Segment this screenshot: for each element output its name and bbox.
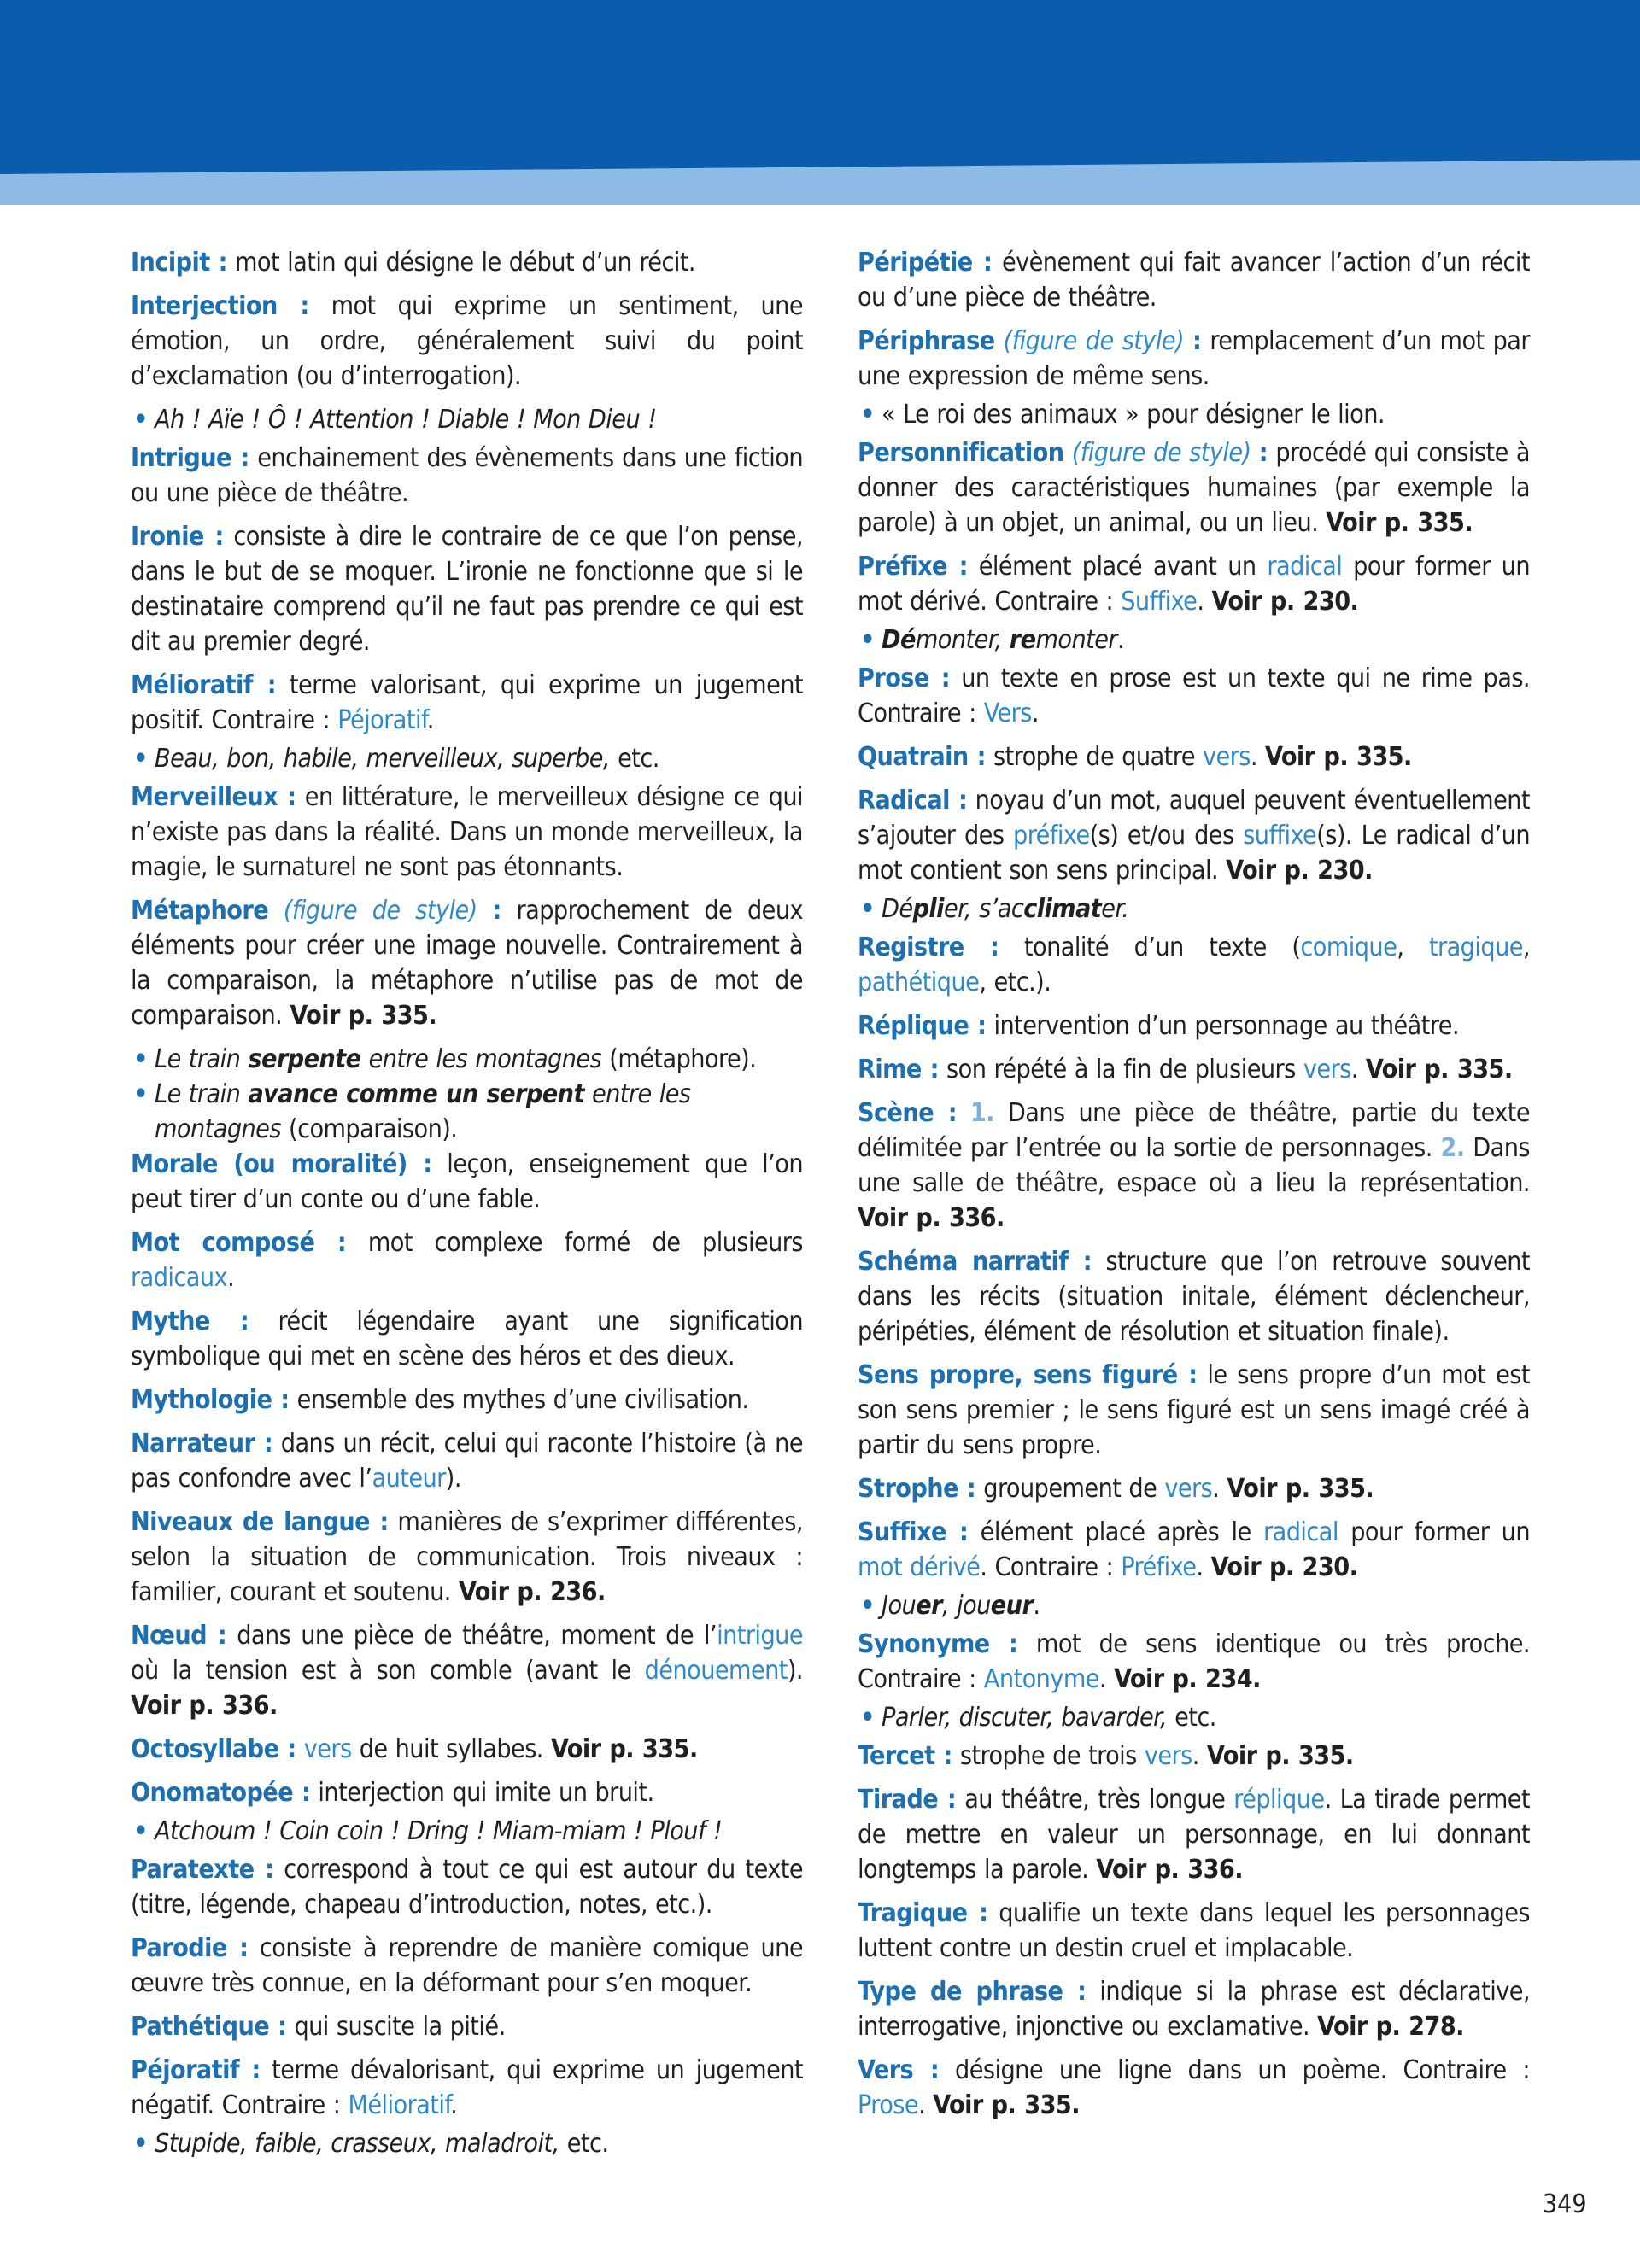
cross-reference-link[interactable]: dénouement (644, 1656, 788, 1686)
cross-reference-link[interactable]: tragique (1428, 932, 1523, 962)
term: Ironie : (131, 522, 224, 552)
cross-reference-link[interactable]: Préfixe (1121, 1552, 1197, 1582)
definition: tonalité d’un texte ( (999, 932, 1301, 962)
example-text: Le train (155, 1079, 249, 1109)
example-amelioratif (131, 741, 803, 776)
term: Péripétie : (858, 248, 993, 278)
definition: en littérature, le merveilleux désigne ce qui n’existe pas dans la réalité. Dans un monde merveilleux, la magie, le surnaturel ne sont pas étonnants. (131, 782, 803, 882)
glossary-entry-strophe (858, 1471, 1530, 1506)
page-reference: Voir p. 335. (1265, 742, 1412, 772)
definition: indique si la phrase est déclarative, interrogative, injonctive ou exclamative. (858, 1977, 1530, 2042)
glossary-entry-replique (858, 1008, 1530, 1043)
term: Synonyme : (858, 1629, 1018, 1659)
definition-end: . (1098, 1664, 1115, 1694)
term: Intrigue : (131, 443, 249, 473)
definition: élément placé après le (968, 1517, 1264, 1547)
glossary-entry-narrateur (131, 1426, 803, 1496)
definition: pour former un mot dérivé. Contraire : (858, 552, 1530, 617)
glossary-entry-mot-compose (131, 1225, 803, 1295)
cross-reference-link[interactable]: vers (1144, 1741, 1192, 1771)
definition: interjection qui imite un bruit. (310, 1778, 654, 1808)
page-reference: Voir p. 335. (933, 2090, 1081, 2120)
cross-reference-link[interactable]: Mélioratif (348, 2090, 451, 2120)
sense-number: 1. (969, 1098, 995, 1128)
example-text: Ah ! Aïe ! Ô ! Attention ! Diable ! Mon Dieu ! (155, 405, 657, 435)
definition: terme valorisant, qui exprime un jugement positif. Contraire : (131, 670, 804, 735)
definition: Dans une pièce de théâtre, partie du texte délimitée par l’entrée ou la sortie de personnages. (858, 1098, 1531, 1163)
example-suffix: etc. (559, 2129, 609, 2159)
bullet-icon: • (133, 1816, 148, 1846)
cross-reference-link[interactable]: auteur (372, 1464, 446, 1493)
example-emphasis: Dé (882, 625, 916, 655)
page-reference: Voir p. 335. (1365, 1055, 1513, 1084)
term: Mot composé : (131, 1228, 347, 1258)
definition: leçon, enseignement que l’on peut tirer d’un conte ou d’une fable. (131, 1149, 803, 1214)
term: Sens propre, sens figuré : (858, 1360, 1198, 1390)
definition-end: . (1197, 587, 1212, 617)
cross-reference-link[interactable]: Prose (858, 2090, 919, 2120)
cross-reference-link[interactable]: réplique (1233, 1785, 1325, 1815)
glossary-entry-peripetie (858, 245, 1530, 315)
cross-reference-link[interactable]: radicaux (131, 1263, 228, 1293)
definition: consiste à reprendre de manière comique une œuvre très connue, en la déformant pour s’en moquer. (131, 1933, 804, 1998)
definition: qui suscite la pitié. (286, 2012, 506, 2042)
example-text: er. (1101, 894, 1129, 924)
definition: strophe de quatre (985, 742, 1203, 772)
definition-end: . (1196, 1552, 1211, 1582)
definition: , (1522, 932, 1530, 962)
term-category: (figure de style) (1071, 438, 1251, 468)
term: Mythologie : (131, 1385, 290, 1415)
glossary-entry-tirade (858, 1782, 1530, 1887)
cross-reference-link[interactable]: mot dérivé (858, 1552, 981, 1582)
definition-end: . (918, 2090, 934, 2120)
term-colon: : (1258, 438, 1268, 468)
definition: son répété à la fin de plusieurs (938, 1055, 1303, 1084)
definition-end: ). (445, 1464, 461, 1493)
glossary-entry-schema-narratif (858, 1244, 1530, 1349)
definition-end: . (1031, 699, 1039, 728)
definition: de huit syllabes. (351, 1734, 551, 1764)
glossary-entry-tercet (858, 1739, 1530, 1774)
definition: rapprochement de deux éléments pour créer une image nouvelle. Contrairement à la comparaison, la métaphore n’utilise pas de mot de comparaison. (131, 896, 804, 1031)
glossary-entry-octosyllabe (131, 1732, 803, 1767)
cross-reference-link[interactable]: Suffixe (1121, 587, 1198, 617)
glossary-entry-prose (858, 661, 1530, 731)
definition-end: , etc.). (979, 967, 1051, 997)
glossary-entry-quatrain (858, 739, 1530, 775)
example-text: entre les montagnes (155, 1079, 691, 1144)
term: Scène : (858, 1098, 958, 1128)
cross-reference-link[interactable]: suffixe (1243, 821, 1317, 850)
bullet-icon: • (133, 1044, 148, 1074)
example-suffix: etc. (610, 744, 659, 774)
page-reference: Voir p. 278. (1317, 2012, 1464, 2042)
glossary-entry-pathetique (131, 2009, 803, 2044)
example-text: monter (1035, 625, 1118, 655)
example-text: er, s’ac (943, 894, 1024, 924)
definition: Dans une salle de théâtre, espace où a lieu la représentation. (858, 1133, 1530, 1198)
definition: mot de sens identique ou très proche. Contraire : (858, 1629, 1530, 1694)
example-text: « Le roi des animaux » pour désigner le lion. (882, 400, 1385, 430)
example-emphasis: eur (990, 1591, 1034, 1621)
page-number: 349 (1543, 2189, 1587, 2219)
example-prefixe (858, 623, 1530, 658)
example-text: Jou (882, 1591, 917, 1621)
example-emphasis: re (1009, 625, 1036, 655)
cross-reference-link[interactable]: Vers (983, 699, 1032, 728)
term: Vers : (858, 2055, 940, 2085)
term: Interjection : (131, 291, 309, 321)
example-emphasis: serpente (248, 1044, 361, 1074)
glossary-entry-pejoratif (131, 2053, 803, 2123)
definition: procédé qui consiste à donner des caractéristiques humaines (par exemple la parole) à un objet, un animal, ou un lieu. (858, 438, 1531, 538)
term: Réplique : (858, 1011, 987, 1041)
glossary-entry-mythologie (131, 1382, 803, 1418)
glossary-entry-morale (131, 1147, 803, 1217)
definition: dans un récit, celui qui raconte l’histoire (à ne pas confondre avec l’ (131, 1429, 803, 1493)
example-suffix: (comparaison). (280, 1114, 458, 1144)
cross-reference-link[interactable]: vers (1164, 1474, 1213, 1504)
example-text: Stupide, faible, crasseux, maladroit, (155, 2129, 559, 2159)
glossary-entry-incipit (131, 245, 803, 280)
definition: mot complexe formé de plusieurs (346, 1228, 804, 1258)
glossary-entry-personnification (858, 435, 1530, 541)
cross-reference-link[interactable]: Péjoratif (337, 705, 427, 735)
term: Suffixe : (858, 1517, 969, 1547)
cross-reference-link[interactable]: radical (1263, 1517, 1338, 1547)
bullet-icon: • (133, 744, 148, 774)
term-colon: : (492, 896, 501, 926)
example-interjection (131, 402, 803, 437)
glossary-entry-type-de-phrase (858, 1974, 1530, 2044)
definition: un texte en prose est un texte qui ne rime pas. Contraire : (858, 663, 1530, 728)
definition: le sens propre d’un mot est son sens premier ; le sens figuré est un sens imagé créé à partir du sens propre. (858, 1360, 1530, 1460)
example-synonyme (858, 1700, 1530, 1735)
glossary-entry-vers (858, 2053, 1530, 2123)
term: Métaphore (131, 896, 269, 926)
definition-end: . (1250, 742, 1265, 772)
definition-end: . (1192, 1741, 1207, 1771)
term: Prose : (858, 663, 951, 693)
page-reference: Voir p. 336. (858, 1203, 1004, 1233)
example-suffix: etc. (1167, 1703, 1216, 1733)
definition-end: . (1350, 1055, 1366, 1084)
cross-reference-link[interactable]: vers (1202, 742, 1250, 772)
term: Nœud : (131, 1621, 227, 1651)
term: Préfixe : (858, 552, 968, 582)
definition-end: . (426, 705, 434, 735)
page-reference: Voir p. 335. (550, 1734, 698, 1764)
definition: mot latin qui désigne le début d’un récit. (226, 248, 696, 278)
bullet-icon: • (860, 1703, 875, 1733)
term: Merveilleux : (131, 782, 296, 812)
bullet-icon: • (860, 625, 875, 655)
definition: (s) et/ou des (1089, 821, 1244, 850)
glossary-entry-mythe (131, 1304, 803, 1374)
term: Mélioratif : (131, 670, 277, 700)
example-pejoratif (131, 2126, 803, 2161)
page-reference: Voir p. 335. (1326, 508, 1473, 538)
definition: qualifie un texte dans lequel les personnages luttent contre un destin cruel et implacable. (858, 1898, 1530, 1963)
definition: dans une pièce de théâtre, moment de l’ (226, 1621, 718, 1651)
glossary-entry-interjection (131, 289, 803, 394)
glossary-entry-noeud (131, 1618, 803, 1723)
definition: , (1397, 932, 1429, 962)
bullet-icon: • (133, 2129, 148, 2159)
glossary-column-left (131, 245, 803, 2165)
example-emphasis: er (916, 1591, 942, 1621)
example-suffix: (métaphore). (601, 1044, 757, 1074)
example-text: Beau, bon, habile, merveilleux, superbe, (155, 744, 610, 774)
glossary-entry-niveaux-de-langue (131, 1505, 803, 1610)
page-reference: Voir p. 230. (1211, 587, 1359, 617)
definition-end: . (227, 1263, 235, 1293)
definition: remplacement d’un mot par une expression de même sens. (858, 326, 1530, 391)
page-reference: Voir p. 336. (1096, 1855, 1244, 1885)
definition: structure que l’on retrouve souvent dans les récits (situation initale, élément déclencheur, péripéties, élément de résolution et situation finale). (858, 1247, 1531, 1347)
bullet-icon: • (860, 1591, 875, 1621)
example-suffixe (858, 1588, 1530, 1623)
example-text: Atchoum ! Coin coin ! Dring ! Miam-miam ! Plouf ! (155, 1816, 723, 1846)
term: Paratexte : (131, 1855, 274, 1885)
glossary-entry-metaphore (131, 893, 803, 1033)
glossary-entry-onomatopee (131, 1775, 803, 1810)
example-suffix: . (1033, 1591, 1040, 1621)
cross-reference-link[interactable]: radical (1267, 552, 1343, 582)
definition: consiste à dire le contraire de ce que l’on pense, dans le but de se moquer. L’ironie ne fonctionne que si le destinataire comprend qu’il ne faut pas prendre ce qui est dit au premier degré. (131, 522, 803, 657)
definition: intervention d’un personnage au théâtre. (986, 1011, 1460, 1041)
term: Registre : (858, 932, 999, 962)
term: Niveaux de langue : (131, 1507, 389, 1537)
example-text: Le train (155, 1044, 249, 1074)
page-reference: Voir p. 336. (131, 1691, 278, 1721)
cross-reference-link[interactable]: Antonyme (983, 1664, 1099, 1694)
term: Périphrase (858, 326, 995, 356)
glossary-entry-prefixe (858, 549, 1530, 619)
definition: noyau d’un mot, auquel peuvent éventuellement s’ajouter des (858, 786, 1531, 850)
glossary-entry-sens-propre-figure (858, 1358, 1530, 1463)
page-reference: Voir p. 335. (290, 1001, 437, 1031)
definition: ensemble des mythes d’une civilisation. (289, 1385, 749, 1415)
definition: mot qui exprime un sentiment, une émotion, un ordre, généralement suivi du point d’exclamation (ou d’interrogation). (131, 291, 803, 391)
cross-reference-link[interactable]: pathétique (858, 967, 980, 997)
term: Pathétique : (131, 2012, 287, 2042)
definition: élément placé avant un (967, 552, 1268, 582)
glossary-entry-intrigue (131, 441, 803, 511)
glossary-entry-periphrase (858, 324, 1530, 394)
term: Strophe : (858, 1474, 976, 1504)
term: Onomatopée : (131, 1778, 311, 1808)
definition-end: (s). Le radical d’un mot contient son sens principal. (858, 821, 1530, 886)
term: Octosyllabe : (131, 1734, 296, 1764)
term: Radical : (858, 786, 968, 815)
definition: groupement de (975, 1474, 1165, 1504)
example-emphasis: avance comme un serpent (248, 1079, 584, 1109)
term: Quatrain : (858, 742, 986, 772)
definition: . Contraire : (980, 1552, 1122, 1582)
bullet-icon: • (860, 894, 875, 924)
example-text: entre les montagnes (360, 1044, 602, 1074)
term-category: (figure de style) (1003, 326, 1185, 356)
example-suffix: . (1117, 625, 1125, 655)
term: Rime : (858, 1055, 939, 1084)
glossary-column-right (858, 245, 1530, 2131)
glossary-entry-tragique (858, 1896, 1530, 1966)
cross-reference-link[interactable]: comique (1300, 932, 1397, 962)
page-reference: Voir p. 335. (1206, 1741, 1354, 1771)
example-emphasis: pli (912, 894, 944, 924)
term: Schéma narratif : (858, 1247, 1092, 1277)
example-radical (858, 891, 1530, 926)
term: Péjoratif : (131, 2055, 261, 2085)
example-emphasis: climat (1023, 894, 1102, 924)
term: Morale (ou moralité) : (131, 1149, 432, 1179)
bullet-icon: • (133, 1079, 148, 1109)
term: Personnification (858, 438, 1064, 468)
cross-reference-link[interactable]: vers (1303, 1055, 1351, 1084)
glossary-entry-registre (858, 930, 1530, 1000)
definition: correspond à tout ce qui est autour du texte (titre, légende, chapeau d’introduction, notes, etc.). (131, 1855, 803, 1920)
definition: strophe de trois (952, 1741, 1145, 1771)
page-reference: Voir p. 234. (1114, 1664, 1261, 1694)
definition: désigne une ligne dans un poème. Contraire : (939, 2055, 1531, 2085)
term: Tirade : (858, 1785, 957, 1815)
definition: terme dévalorisant, qui exprime un jugement négatif. Contraire : (131, 2055, 803, 2120)
term: Tercet : (858, 1741, 952, 1771)
term-colon: : (1192, 326, 1202, 356)
definition-end: . La tirade permet de mettre en valeur un personnage, en lui donnant longtemps la parole. (858, 1785, 1530, 1885)
glossary-entry-paratexte (131, 1852, 803, 1922)
glossary-entry-radical (858, 783, 1530, 888)
example-text: Dé (882, 894, 913, 924)
example-periphrase (858, 397, 1530, 432)
bullet-icon: • (860, 400, 875, 430)
glossary-entry-merveilleux (131, 780, 803, 885)
glossary-entry-synonyme (858, 1627, 1530, 1697)
definition-end: . (450, 2090, 458, 2120)
definition: récit légendaire ayant une signification symbolique qui met en scène des héros et des dieux. (131, 1306, 803, 1371)
term-category: (figure de style) (283, 896, 477, 926)
example-text: monter, (915, 625, 1010, 655)
glossary-entry-scene (858, 1096, 1530, 1236)
example-comparaison (131, 1077, 803, 1147)
page-reference: Voir p. 335. (1227, 1474, 1374, 1504)
definition: où la tension est à son comble (avant le (131, 1656, 645, 1686)
term: Parodie : (131, 1933, 249, 1963)
definition-end: ). (787, 1656, 803, 1686)
cross-reference-link[interactable]: préfixe (1013, 821, 1090, 850)
definition-end: . (1212, 1474, 1227, 1504)
bullet-icon: • (133, 405, 148, 435)
example-text: Parler, discuter, bavarder, (882, 1703, 1168, 1733)
glossary-entry-suffixe (858, 1515, 1530, 1585)
term: Type de phrase : (858, 1977, 1086, 2007)
glossary-entry-ironie (131, 519, 803, 659)
example-metaphore (131, 1042, 803, 1077)
term: Tragique : (858, 1898, 988, 1928)
definition: manières de s’exprimer différentes, selon la situation de communication. Trois niveaux : familier, courant et soutenu. (131, 1507, 803, 1607)
glossary-entry-parodie (131, 1931, 803, 2001)
cross-reference-link[interactable]: intrigue (717, 1621, 803, 1651)
cross-reference-link[interactable]: vers (303, 1734, 352, 1764)
term: Mythe : (131, 1306, 249, 1336)
page-reference: Voir p. 230. (1210, 1552, 1358, 1582)
definition: pour former un (1338, 1517, 1530, 1547)
definition: évènement qui fait avancer l’action d’un récit ou d’une pièce de théâtre. (858, 248, 1530, 313)
glossary-entry-rime (858, 1052, 1530, 1087)
term: Narrateur : (131, 1429, 273, 1458)
definition: au théâtre, très longue (956, 1785, 1234, 1815)
term: Incipit : (131, 248, 227, 278)
definition: enchainement des évènements dans une fiction ou une pièce de théâtre. (131, 443, 804, 508)
glossary-entry-amelioratif (131, 668, 803, 738)
example-onomatopee (131, 1814, 803, 1849)
page-reference: Voir p. 230. (1226, 856, 1373, 886)
example-text: , jou (941, 1591, 991, 1621)
page-reference: Voir p. 236. (458, 1577, 606, 1607)
sense-number: 2. (1440, 1133, 1465, 1163)
